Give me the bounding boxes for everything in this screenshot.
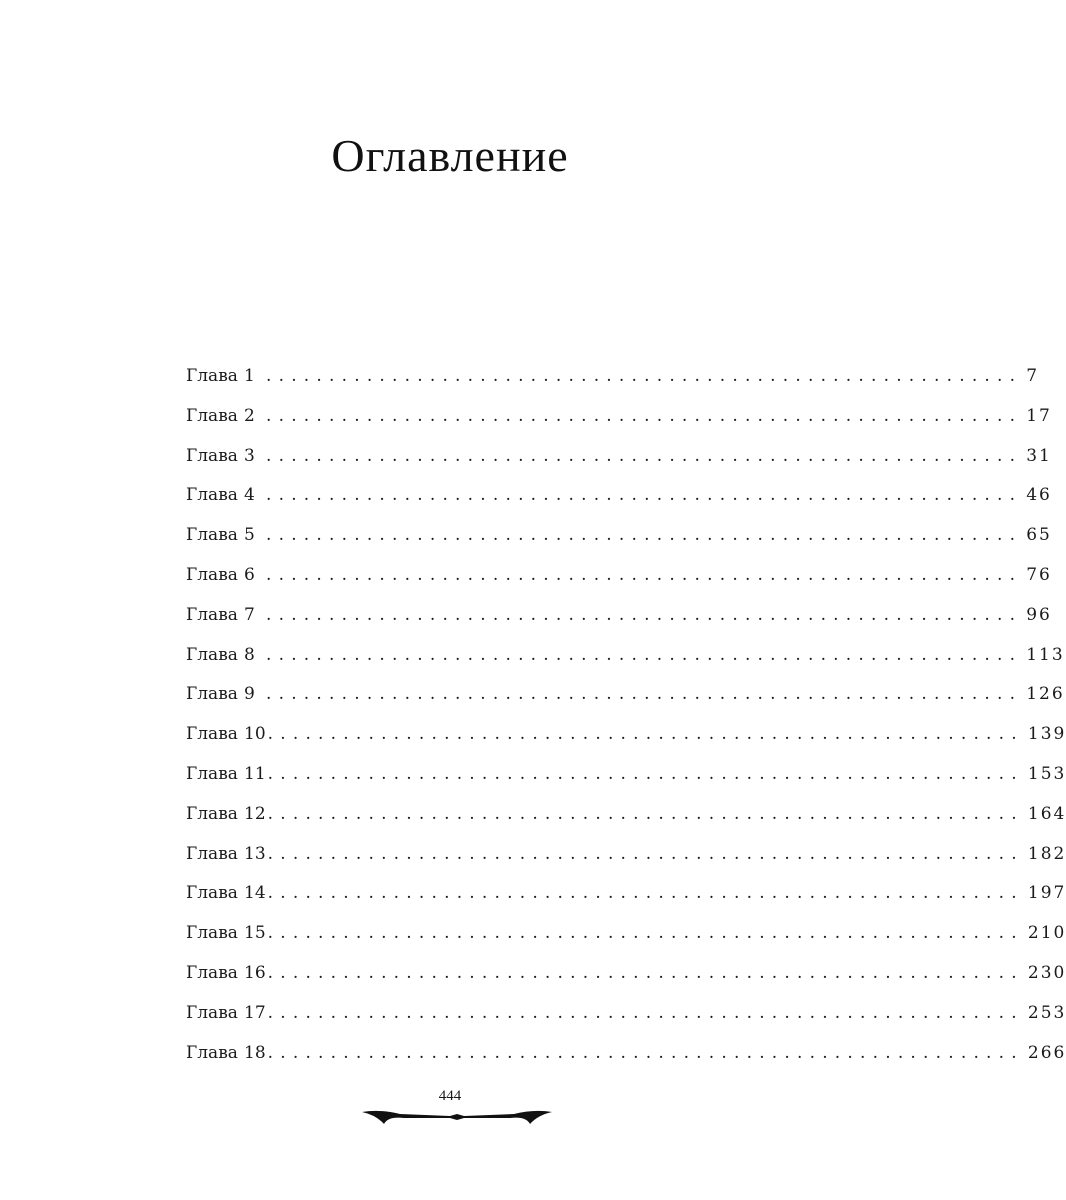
page-number: 126 [1026,684,1065,705]
toc-entry[interactable] [186,596,1052,636]
toc-entry[interactable] [186,835,1066,875]
chapter-number: 6 [244,564,255,585]
chapter-word: Глава [186,485,238,506]
page-number: 76 [1026,564,1052,585]
chapter-number: 2 [244,405,255,426]
chapter-word: Глава [186,883,238,904]
dot-leader: ............................................................ [266,525,1023,546]
dot-leader: ............................................................ [267,763,1024,784]
toc-entry[interactable] [186,914,1066,954]
page-number: 182 [1027,843,1066,864]
chapter-number: 12 [244,803,266,824]
dot-leader: ............................................................ [266,644,1023,665]
page-number: 153 [1027,763,1066,784]
toc-entry[interactable] [186,795,1066,835]
page-number: 197 [1027,883,1066,904]
chapter-label [186,596,264,636]
chapter-number: 8 [244,644,255,665]
dot-leader: ............................................................ [266,485,1023,506]
toc-entry[interactable] [186,437,1052,477]
toc-entry[interactable] [186,715,1066,755]
chapter-label [186,675,264,715]
chapter-word: Глава [186,405,238,426]
dot-leader: ............................................................ [267,724,1024,745]
chapter-word: Глава [186,724,238,745]
chapter-word: Глава [186,644,238,665]
chapter-word: Глава [186,1042,238,1063]
toc-entry[interactable] [186,755,1066,795]
page-number: 65 [1026,525,1052,546]
dot-leader: ............................................................ [266,366,1023,386]
toc-entry[interactable] [186,636,1065,676]
page-number: 46 [1026,485,1052,506]
chapter-word: Глава [186,525,238,546]
chapter-word: Глава [186,923,238,944]
page-number: 266 [1027,1042,1066,1063]
chapter-word: Глава [186,684,238,705]
chapter-number: 16 [244,962,266,983]
chapter-number: 4 [244,485,255,506]
chapter-label [186,397,264,437]
chapter-label [186,835,266,875]
dot-leader: ............................................................ [266,684,1023,705]
dot-leader: ............................................................ [266,445,1023,466]
page-number: 253 [1027,1002,1066,1023]
dot-leader: ............................................................ [267,1042,1024,1063]
chapter-number: 14 [244,883,266,904]
page-number: 113 [1026,644,1065,665]
chapter-label [186,357,264,397]
chapter-label [186,954,266,994]
chapter-label [186,715,266,755]
dot-leader: ............................................................ [267,843,1024,864]
toc-entry[interactable] [186,675,1065,715]
chapter-label [186,556,264,596]
page-number: 7 [1026,366,1040,386]
dot-leader: ............................................................ [267,803,1024,824]
chapter-number: 18 [244,1042,266,1063]
chapter-label [186,795,266,835]
page-number: 139 [1027,724,1066,745]
toc-entry[interactable] [186,357,1040,397]
chapter-label [186,636,264,676]
chapter-word: Глава [186,843,238,864]
decorative-ornament [360,1106,554,1128]
dot-leader: ............................................................ [267,1002,1024,1023]
chapter-number: 13 [244,843,266,864]
toc-entry[interactable] [186,556,1052,596]
chapter-label [186,476,264,516]
dot-leader: ............................................................ [267,923,1024,944]
page-number: 164 [1027,803,1066,824]
dot-leader: ............................................................ [267,883,1024,904]
chapter-number: 10 [244,724,266,745]
chapter-word: Глава [186,1002,238,1023]
chapter-label [186,755,266,795]
toc-entry[interactable] [186,476,1052,516]
chapter-label [186,516,264,556]
chapter-label [186,914,266,954]
chapter-word: Глава [186,564,238,585]
chapter-number: 11 [244,763,266,784]
toc-entry[interactable] [186,1034,1066,1074]
toc-entry[interactable] [186,516,1052,556]
chapter-word: Глава [186,445,238,466]
chapter-number: 17 [244,1002,266,1023]
chapter-label [186,994,266,1034]
chapter-word: Глава [186,962,238,983]
chapter-label [186,874,266,914]
toc-entry[interactable] [186,397,1052,437]
chapter-number: 3 [244,445,255,466]
page-folio: 444 [438,1088,462,1104]
page-number: 96 [1026,604,1052,625]
dot-leader: ............................................................ [266,405,1023,426]
toc-entry[interactable] [186,994,1066,1034]
chapter-label [186,437,264,477]
page-number: 210 [1027,923,1066,944]
table-of-contents [186,357,1066,1073]
chapter-word: Глава [186,803,238,824]
chapter-label [186,1034,266,1074]
page-title: Оглавление [331,130,569,181]
dot-leader: ............................................................ [266,604,1023,625]
page-number: 31 [1026,445,1052,466]
chapter-number: 5 [244,525,255,546]
dot-leader: ............................................................ [267,962,1024,983]
chapter-word: Глава [186,604,238,625]
page-number: 17 [1026,405,1052,426]
chapter-word: Глава [186,763,238,784]
toc-entry[interactable] [186,874,1066,914]
chapter-number: 15 [244,923,266,944]
chapter-number: 1 [244,366,255,386]
dot-leader: ............................................................ [266,564,1023,585]
chapter-word: Глава [186,366,238,386]
toc-entry[interactable] [186,954,1066,994]
page-number: 230 [1027,962,1066,983]
chapter-number: 7 [244,604,255,625]
chapter-number: 9 [244,684,255,705]
